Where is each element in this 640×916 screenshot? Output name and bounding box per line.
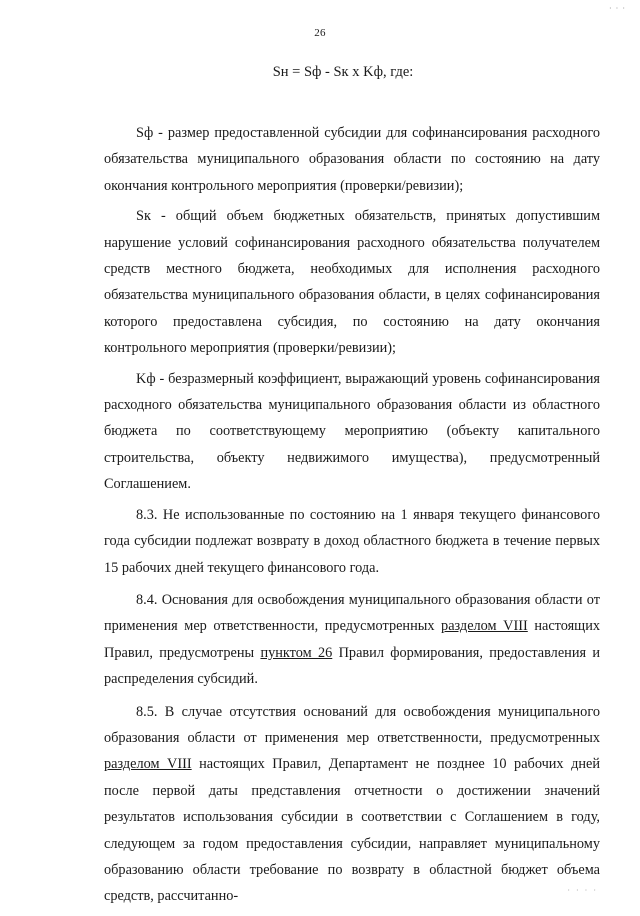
paragraph-8-5-text-1: 8.5. В случае отсутствия оснований для освобождения муниципального образования области от применения мер ответственности, предусмотренных bbox=[104, 703, 600, 746]
paragraph-8-4-text-3: Правил формирования, предоставления и распределения субсидий. bbox=[104, 644, 601, 688]
point-26-link[interactable]: пунктом 26 bbox=[260, 644, 333, 661]
paragraph-8-4-text-1: 8.4. Основания для освобождения муниципального образования области от применения мер ответственности, предусмотренных bbox=[104, 591, 600, 635]
document-body bbox=[104, 120, 600, 916]
section-8-link[interactable]: разделом VIII bbox=[441, 618, 528, 635]
paragraph-8-5 bbox=[104, 699, 600, 910]
corner-mark: · · · bbox=[609, 4, 626, 13]
paragraph-8-4-text-2: настоящих Правил, предусмотрены bbox=[104, 618, 600, 661]
paragraph-sf: Sф - размер предоставленной субсидии для софинансирования расходного обязательства муниципального образования области по состоянию на дату окончания контрольного мероприятия (проверки/ревизии); bbox=[104, 125, 600, 194]
formula: Sн = Sф - Sк х Kф, где: bbox=[272, 64, 414, 80]
paragraph-8-4 bbox=[104, 587, 600, 693]
paragraph-kf: Kф - безразмерный коэффициент, выражающий уровень софинансирования расходного обязательства муниципального образования области из областного бюджета по соответствующему мероприятию (объекту капитального строительства, объекту недвижимого имущества), предусмотренный Соглашением. bbox=[104, 370, 600, 493]
paragraph-sk: Sк - общий объем бюджетных обязательств, принятых допустившим нарушение условий софинансирования расходного обязательства получателем средств местного бюджета, необходимых для исполнения расходного обязательства муниципального образования области, в целях софинансирования которого предоставлена субсидия, по состоянию на дату окончания контрольного мероприятия (проверки/ревизии); bbox=[104, 208, 600, 357]
page-number: 26 bbox=[314, 27, 326, 39]
paragraph-8-3: 8.3. Не использованные по состоянию на 1 января текущего финансового года субсидии подлежат возврату в доход областного бюджета в течение первых 15 рабочих дней текущего финансового года. bbox=[104, 506, 600, 576]
footer-mark: · · · · bbox=[567, 886, 598, 895]
paragraph-8-5-text-2: настоящих Правил, Департамент не позднее 10 рабочих дней после первой даты представления отчетности о достижении значений результатов использования субсидии в соответствии с Соглашением в году, следующем за годом предоставления субсидии, направляет муниципальному образованию области требование по возврату в областной бюджет объема средств, рассчитанно- bbox=[104, 756, 600, 905]
section-8-link-2[interactable]: разделом VIII bbox=[104, 756, 192, 773]
